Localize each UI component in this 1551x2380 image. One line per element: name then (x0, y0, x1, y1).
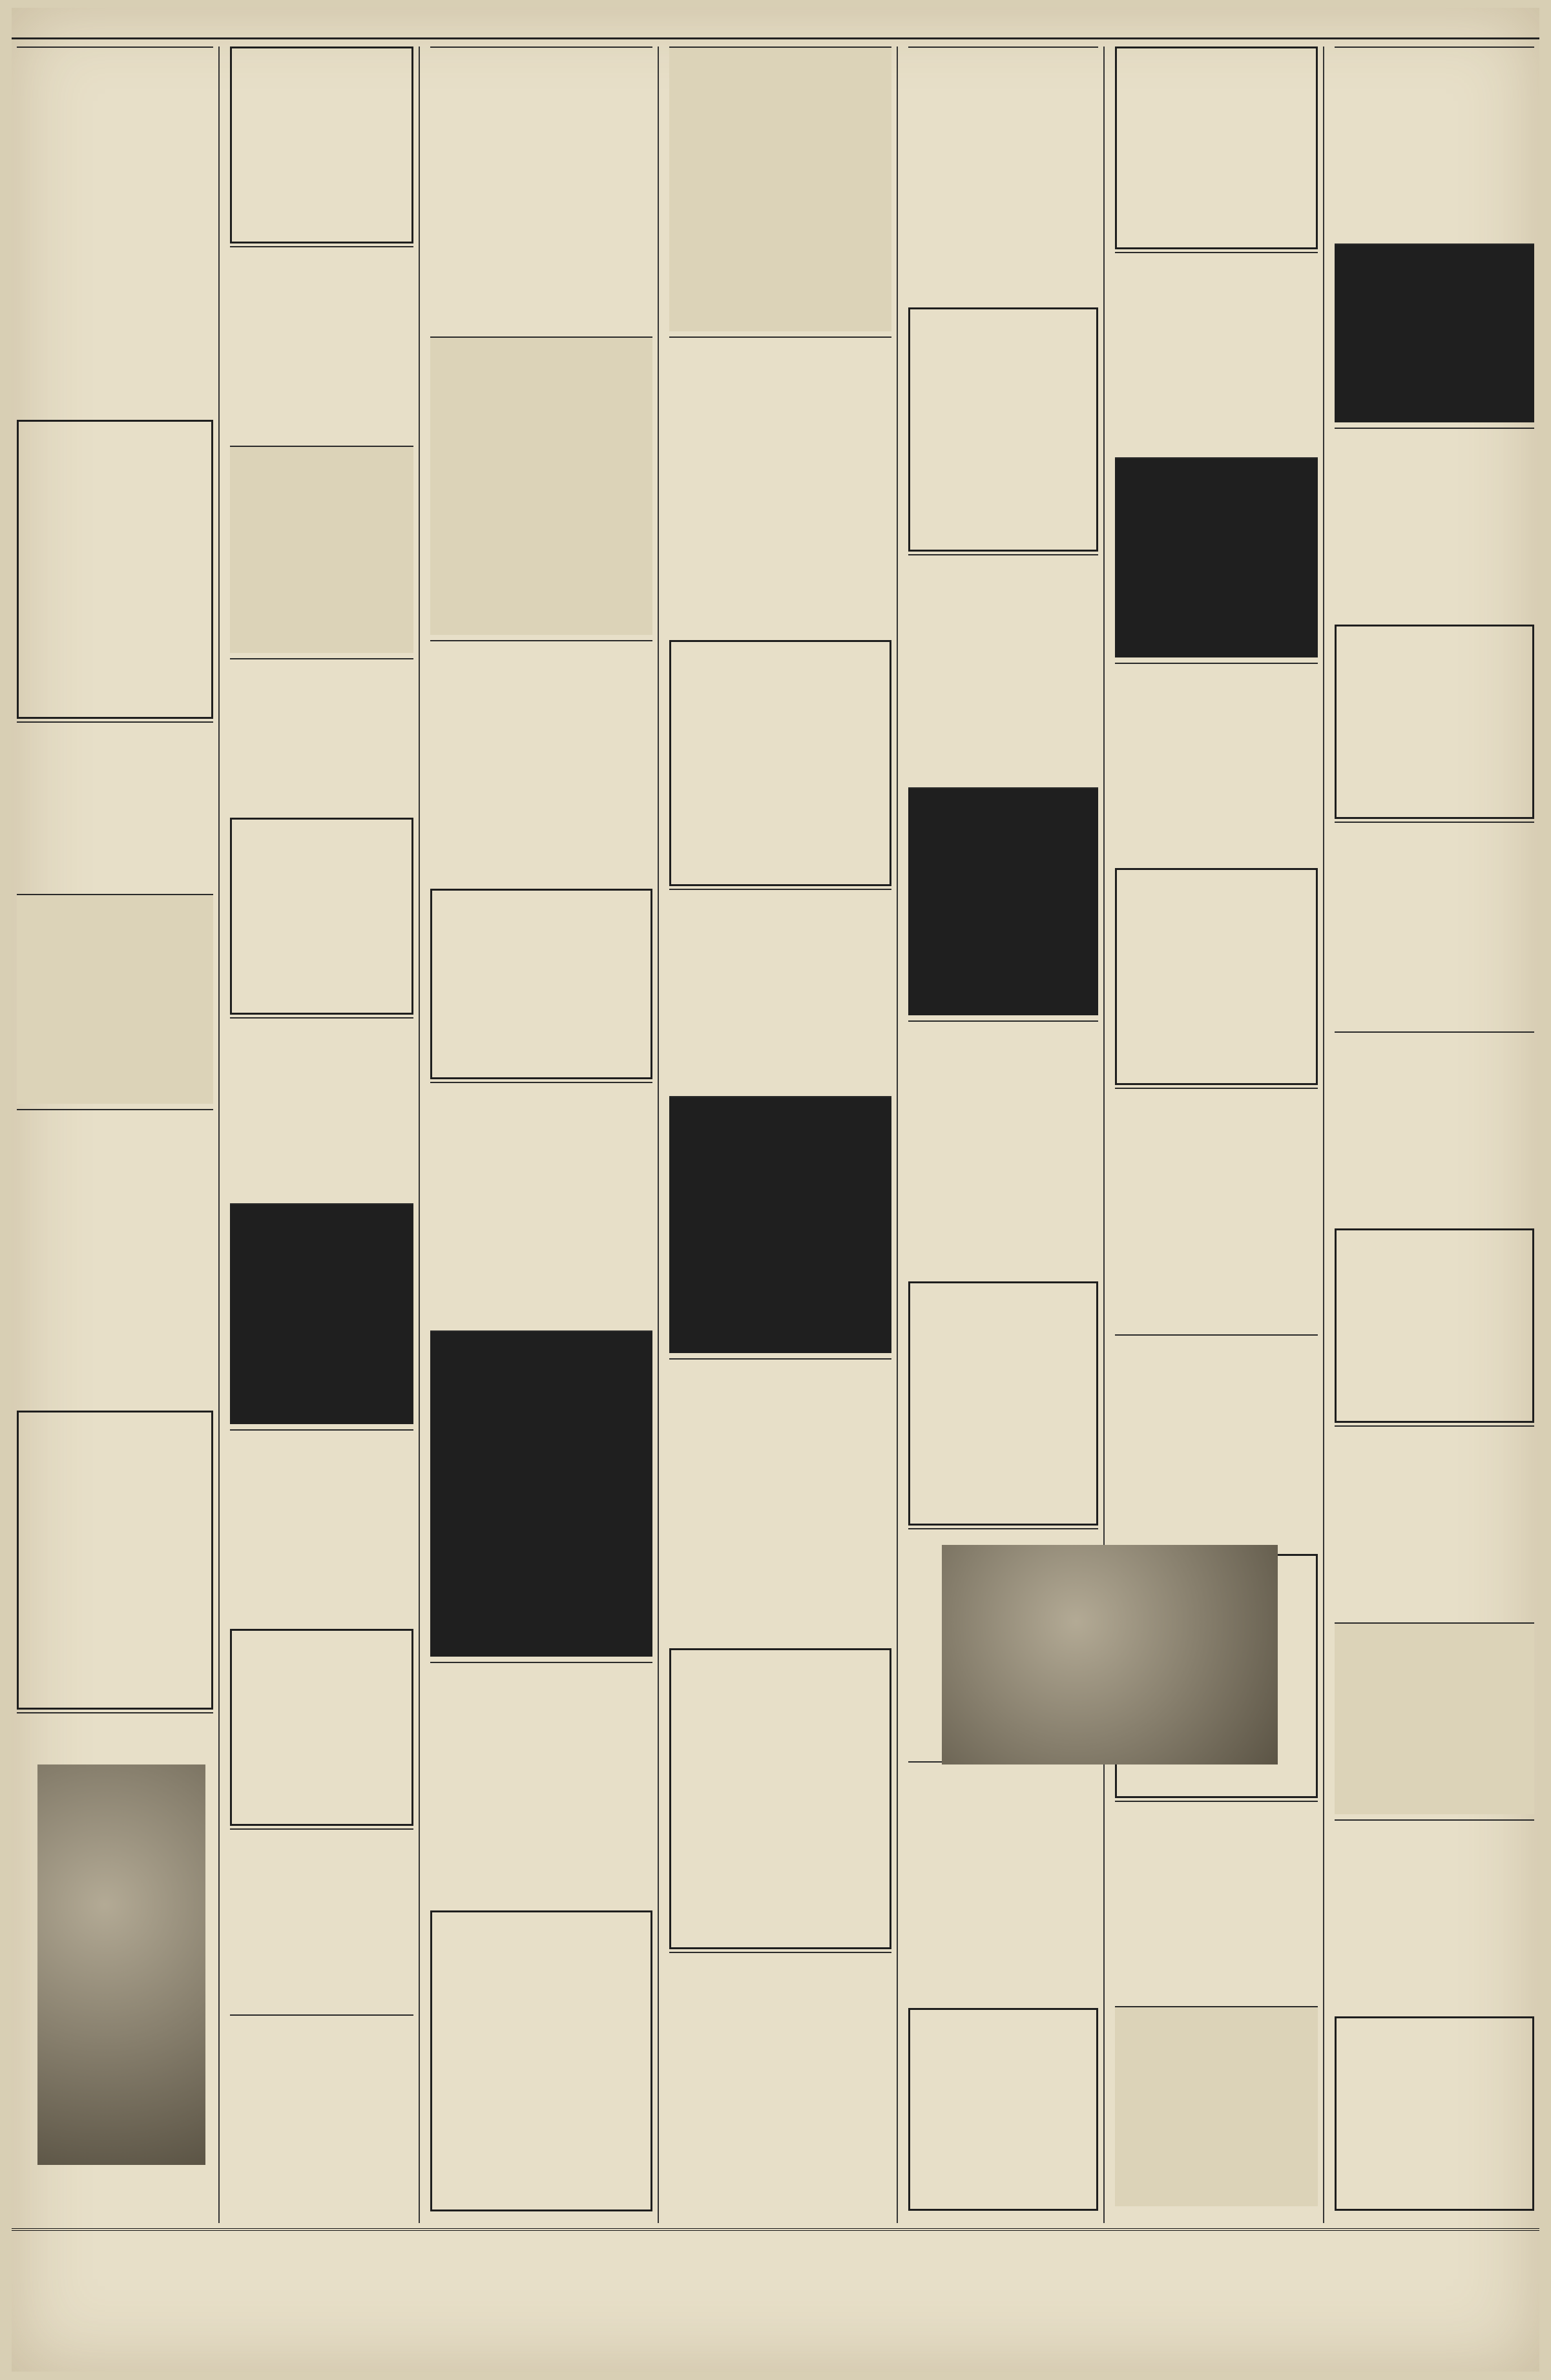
block-body (676, 1139, 885, 1347)
block-body (1343, 1272, 1526, 1414)
block-title (678, 648, 883, 679)
block-body (236, 1472, 407, 1617)
column-1-block-1 (17, 47, 213, 415)
block-title (437, 1090, 646, 1121)
column-5-block-5 (908, 1020, 1098, 1276)
column-3-block-3 (430, 640, 652, 884)
block-title (1341, 829, 1528, 860)
block-body (236, 2057, 407, 2202)
column-4-block-7 (669, 1648, 891, 1949)
block-title (437, 648, 646, 679)
block-body (1123, 911, 1309, 1077)
block-body (439, 1954, 644, 2203)
block-body (676, 1994, 885, 2202)
block-title (25, 428, 205, 459)
block-title (25, 1419, 205, 1450)
block-body (915, 1804, 1092, 1996)
block-body (915, 597, 1092, 776)
block-body (676, 931, 885, 1084)
column-6-block-4 (1115, 663, 1318, 863)
column-6-block-3 (1115, 457, 1318, 657)
block-body (1341, 1074, 1528, 1217)
block-title (236, 666, 407, 697)
column-5-block-2 (908, 307, 1098, 552)
column-6 (1110, 47, 1324, 2223)
block-title (236, 453, 407, 484)
block-body (437, 379, 646, 628)
block-title (1121, 1342, 1311, 1373)
block-title (917, 1290, 1090, 1321)
block-title (1123, 55, 1309, 86)
block-title (917, 316, 1090, 347)
block-body (1341, 470, 1528, 613)
block-body (1121, 500, 1311, 651)
block-title (1121, 260, 1311, 291)
block-title (917, 2016, 1090, 2047)
block-title (676, 344, 885, 375)
column-1-block-2 (17, 420, 213, 719)
column-5-block-8 (908, 1761, 1098, 2003)
block-body (437, 1704, 646, 1899)
column-6-block-7 (1115, 1334, 1318, 1549)
bottle-illustration (37, 1764, 205, 2165)
block-title (1341, 1433, 1528, 1464)
block-body (917, 1325, 1090, 1517)
block-body (23, 936, 207, 1097)
block-body (236, 1246, 407, 1418)
column-3-block-4 (430, 889, 652, 1079)
banner-text (37, 2244, 1514, 2361)
block-title (23, 1720, 207, 1751)
column-5-block-4 (908, 787, 1098, 1015)
column-2-block-9 (230, 1629, 413, 1826)
column-3-block-2 (430, 336, 652, 635)
block-title (1341, 54, 1528, 85)
column-7-block-7 (1335, 1228, 1534, 1423)
block-title (1121, 1095, 1311, 1126)
column-7-block-5 (1335, 822, 1534, 1026)
column-4-block-5 (669, 1096, 891, 1353)
block-body (676, 1401, 885, 1637)
column-1-block-5 (17, 1109, 213, 1405)
block-body (678, 1692, 883, 1941)
block-body (23, 1152, 207, 1399)
column-2 (225, 47, 420, 2223)
column-3-block-8 (430, 1910, 652, 2211)
block-body (1341, 286, 1528, 416)
block-title (236, 1211, 407, 1242)
block-body (1121, 295, 1311, 446)
column-4-block-3 (669, 640, 891, 886)
block-title (23, 902, 207, 933)
block-body (25, 463, 205, 710)
block-title (437, 1670, 646, 1701)
column-7-block-11 (1335, 2016, 1534, 2211)
block-title (23, 1117, 207, 1148)
block-body (238, 1672, 405, 1817)
column-1-block-6 (17, 1411, 213, 1710)
block-title (236, 1836, 407, 1867)
block-body (1341, 1468, 1528, 1611)
block-title (915, 1028, 1092, 1059)
block-body (236, 701, 407, 806)
block-title (1343, 1237, 1526, 1268)
column-6-block-6 (1115, 1088, 1318, 1329)
column-2-block-4 (230, 658, 413, 812)
block-title (1121, 465, 1311, 496)
block-title (1341, 1630, 1528, 1661)
column-2-block-11 (230, 2014, 413, 2209)
block-title (676, 1960, 885, 1991)
block-body (915, 89, 1092, 296)
block-body (236, 488, 407, 647)
block-title (1341, 251, 1528, 282)
column-2-block-5 (230, 818, 413, 1015)
column-2-block-8 (230, 1429, 413, 1624)
column-6-block-1 (1115, 47, 1318, 249)
block-body (23, 89, 207, 408)
column-3 (425, 47, 659, 2223)
block-title (915, 795, 1092, 826)
column-1-block-4 (17, 894, 213, 1104)
block-body (917, 2051, 1090, 2202)
block-title (238, 55, 405, 86)
column-6-block-9 (1115, 1801, 1318, 2001)
block-title (236, 2022, 407, 2053)
block-title (238, 1637, 405, 1668)
block-body (437, 1373, 646, 1650)
block-body (1121, 1377, 1311, 1542)
column-6-block-5 (1115, 868, 1318, 1085)
column-4-block-1 (669, 47, 891, 331)
block-body (439, 932, 644, 1071)
block-body (1121, 1843, 1311, 1994)
block-body (676, 89, 885, 325)
block-title (676, 1366, 885, 1397)
block-body (915, 830, 1092, 1009)
column-3-block-1 (430, 47, 652, 331)
block-body (25, 1454, 205, 1701)
column-4 (664, 47, 898, 2223)
column-7-block-9 (1335, 1622, 1534, 1814)
column-7-block-2 (1335, 243, 1534, 422)
block-body (1341, 1665, 1528, 1808)
block-title (1341, 435, 1528, 466)
column-1-block-3 (17, 721, 213, 889)
column-4-block-2 (669, 336, 891, 635)
block-title (437, 1338, 646, 1369)
block-title (1121, 1808, 1311, 1839)
block-body (1341, 1862, 1528, 2005)
block-title (1121, 670, 1311, 701)
block-body (1123, 90, 1309, 241)
block-body (678, 683, 883, 878)
newspaper-sheet (12, 8, 1539, 2372)
block-body (1341, 864, 1528, 1020)
block-body (1121, 1130, 1311, 1323)
block-body (1343, 668, 1526, 811)
block-title (1341, 1039, 1528, 1070)
column-7-block-10 (1335, 1819, 1534, 2011)
block-body (915, 1063, 1092, 1270)
column-7-block-8 (1335, 1425, 1534, 1617)
column-3-block-5 (430, 1082, 652, 1325)
block-title (236, 254, 407, 285)
block-title (439, 897, 644, 928)
block-title (1343, 633, 1526, 664)
column-3-block-7 (430, 1662, 652, 1905)
block-title (1341, 1827, 1528, 1858)
column-4-block-6 (669, 1358, 891, 1643)
bottom-advert-banner (12, 2228, 1539, 2374)
column-2-block-1 (230, 47, 413, 243)
block-body (917, 351, 1090, 543)
block-title (1343, 2025, 1526, 2056)
block-body (437, 89, 646, 325)
column-6-block-2 (1115, 252, 1318, 452)
advert-photo (942, 1545, 1278, 1764)
block-title (678, 1657, 883, 1688)
block-body (236, 1060, 407, 1192)
column-2-block-7 (230, 1203, 413, 1424)
column-2-block-10 (230, 1828, 413, 2009)
block-body (1121, 705, 1311, 856)
block-title (915, 1769, 1092, 1800)
column-7-block-6 (1335, 1031, 1534, 1223)
block-title (437, 54, 646, 85)
block-title (23, 729, 207, 760)
block-body (238, 861, 405, 1006)
column-7-block-4 (1335, 625, 1534, 819)
block-title (676, 54, 885, 85)
column-5-block-6 (908, 1281, 1098, 1526)
block-body (236, 1871, 407, 2003)
column-2-block-6 (230, 1017, 413, 1198)
block-body (676, 379, 885, 628)
column-7 (1329, 47, 1539, 2223)
block-body (1341, 89, 1528, 232)
block-title (915, 562, 1092, 593)
block-body (437, 1124, 646, 1319)
column-3-block-6 (430, 1330, 652, 1657)
column-5-block-1 (908, 47, 1098, 302)
column-4-block-8 (669, 1952, 891, 2209)
block-title (915, 54, 1092, 85)
block-title (439, 1919, 644, 1950)
block-body (236, 289, 407, 434)
block-body (238, 90, 405, 235)
block-title (236, 1025, 407, 1056)
column-2-block-2 (230, 246, 413, 440)
column-6-block-10 (1115, 2006, 1318, 2206)
block-title (238, 826, 405, 857)
block-title (23, 54, 207, 85)
column-4-block-4 (669, 889, 891, 1091)
block-title (437, 344, 646, 375)
column-5 (903, 47, 1105, 2223)
block-title (236, 1437, 407, 1468)
block-body (1343, 2060, 1526, 2202)
column-5-block-9 (908, 2008, 1098, 2211)
block-body (23, 764, 207, 882)
column-7-block-1 (1335, 47, 1534, 238)
block-title (1121, 2014, 1311, 2045)
block-title (676, 1104, 885, 1135)
block-body (437, 683, 646, 877)
column-2-block-3 (230, 446, 413, 653)
block-title (1123, 876, 1309, 907)
column-7-block-3 (1335, 428, 1534, 619)
block-body (1121, 2049, 1311, 2200)
column-5-block-3 (908, 554, 1098, 782)
masthead-strip (12, 8, 1539, 39)
block-title (676, 896, 885, 927)
